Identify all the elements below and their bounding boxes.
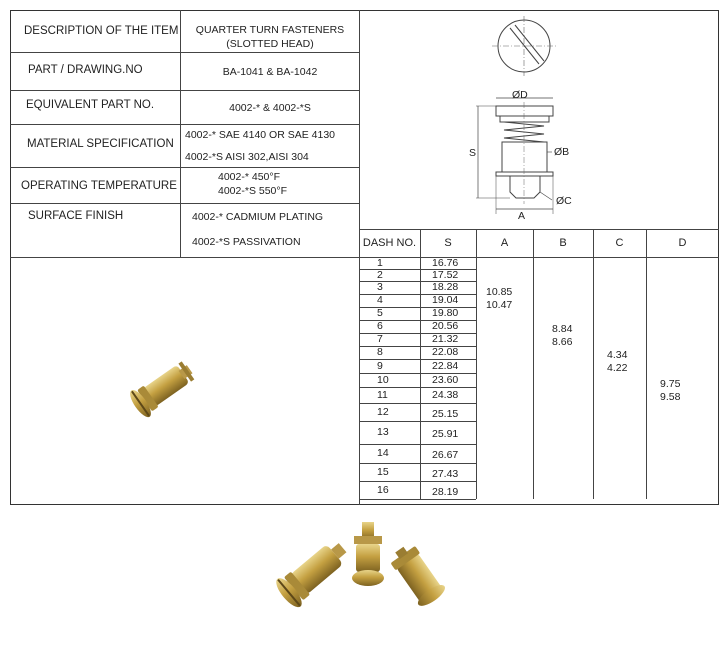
table-cell-dash: 12 [377, 405, 389, 418]
table-row-divider [359, 463, 420, 464]
fastener-technical-drawing [440, 14, 600, 224]
table-cell-dash: 8 [377, 346, 383, 358]
table-cell-s: 16.76 [432, 256, 459, 269]
spec-value: 4002-*S 550°F [218, 185, 287, 197]
table-column-divider [593, 229, 594, 499]
table-cell-dash: 1 [377, 256, 383, 269]
table-row-divider [420, 421, 476, 422]
divider [10, 124, 359, 125]
single-fastener-photo [120, 355, 210, 435]
divider [10, 203, 359, 204]
divider [180, 10, 181, 258]
table-cell-s: 24.38 [432, 388, 459, 401]
three-fasteners-photo [268, 518, 458, 630]
table-row-divider [359, 346, 420, 347]
dimension-label-a: A [518, 210, 526, 222]
table-cell-dash: 14 [377, 447, 389, 459]
divider [10, 167, 359, 168]
table-row-divider [359, 481, 420, 482]
table-cell-dash: 9 [377, 359, 383, 372]
table-row-divider [420, 403, 476, 404]
table-row-divider [359, 307, 420, 308]
spec-label-finish: SURFACE FINISH [28, 210, 124, 222]
table-header-cell: D [678, 237, 687, 249]
table-cell-dash: 10 [377, 373, 389, 386]
table-row-divider [420, 444, 476, 445]
table-row-divider [359, 257, 420, 258]
spec-label-part: PART / DRAWING.NO [28, 64, 143, 76]
spec-value: 4002-* & 4002-*S [229, 102, 311, 114]
table-row-divider [359, 499, 476, 500]
table-cell-dash: 2 [377, 268, 383, 281]
table-column-divider [476, 229, 477, 499]
table-cell-s: 28.19 [432, 485, 459, 498]
spec-value: 4002-* 450°F [218, 171, 280, 183]
table-cell-d: 9.75 [660, 378, 681, 390]
table-cell-s: 17.52 [432, 268, 459, 281]
table-row-divider [359, 444, 420, 445]
spec-value: 4002-* CADMIUM PLATING [192, 211, 324, 223]
divider [359, 229, 719, 230]
table-row-divider [359, 403, 420, 404]
spec-label-equivalent: EQUIVALENT PART NO. [26, 99, 155, 111]
table-row-divider [359, 333, 420, 334]
table-cell-b: 8.66 [552, 336, 573, 348]
table-cell-s: 21.32 [432, 333, 459, 345]
table-row-divider [359, 294, 420, 295]
table-cell-s: 22.84 [432, 359, 459, 372]
table-cell-dash: 11 [377, 388, 388, 401]
table-cell-s: 25.91 [432, 428, 459, 440]
table-row-divider [420, 463, 476, 464]
table-cell-s: 25.15 [432, 407, 459, 420]
table-column-divider [646, 229, 647, 499]
table-cell-dash: 16 [377, 483, 389, 496]
divider [10, 90, 359, 91]
table-row-divider [359, 320, 420, 321]
spec-value: BA-1041 & BA-1042 [222, 66, 318, 78]
divider [10, 52, 359, 53]
table-row-divider [420, 481, 476, 482]
spec-label-temperature: OPERATING TEMPERATURE [21, 180, 177, 192]
spec-label-material: MATERIAL SPECIFICATION [27, 138, 174, 150]
table-cell-s: 20.56 [432, 320, 459, 332]
table-cell-s: 23.60 [432, 373, 459, 386]
table-cell-s: 19.04 [432, 294, 459, 306]
spec-value: 4002-*S AISI 302,AISI 304 [185, 151, 309, 163]
table-cell-dash: 15 [377, 465, 389, 478]
dimension-label-c: ØC [556, 195, 572, 207]
table-cell-a: 10.85 [486, 286, 513, 298]
table-cell-dash: 13 [377, 426, 389, 438]
table-header-cell: C [615, 237, 624, 249]
spec-value: (SLOTTED HEAD) [226, 38, 314, 50]
table-header-cell: DASH NO. [362, 237, 417, 249]
table-cell-s: 18.28 [432, 281, 459, 293]
spec-value: 4002-* SAE 4140 OR SAE 4130 [185, 129, 336, 141]
table-header-cell: A [500, 237, 509, 249]
table-cell-c: 4.22 [607, 362, 628, 374]
table-row-divider [359, 373, 420, 374]
table-cell-s: 26.67 [432, 449, 459, 461]
table-cell-s: 19.80 [432, 307, 459, 319]
table-row-divider [359, 421, 420, 422]
table-row-divider [359, 281, 420, 282]
spec-value: 4002-*S PASSIVATION [192, 236, 301, 248]
table-cell-c: 4.34 [607, 349, 628, 361]
table-cell-a: 10.47 [486, 299, 513, 311]
table-column-divider [533, 229, 534, 499]
table-cell-dash: 7 [377, 333, 383, 345]
table-cell-s: 22.08 [432, 346, 459, 358]
table-cell-dash: 5 [377, 307, 383, 319]
table-cell-dash: 6 [377, 320, 383, 332]
table-header-cell: B [559, 237, 567, 249]
table-cell-d: 9.58 [660, 391, 681, 403]
spec-label-description: DESCRIPTION OF THE ITEM [24, 25, 179, 37]
table-cell-s: 27.43 [432, 467, 459, 480]
dimension-label-s: S [469, 147, 477, 159]
table-row-divider [359, 359, 420, 360]
spec-value: QUARTER TURN FASTENERS [195, 24, 345, 36]
table-cell-dash: 4 [377, 294, 383, 306]
dimension-label-d: ØD [512, 89, 528, 101]
table-row-divider [359, 387, 420, 388]
dimension-label-b: ØB [554, 146, 570, 158]
table-row-divider [359, 269, 420, 270]
table-cell-dash: 3 [377, 281, 383, 293]
table-cell-b: 8.84 [552, 323, 573, 335]
table-header-cell: S [444, 237, 452, 249]
